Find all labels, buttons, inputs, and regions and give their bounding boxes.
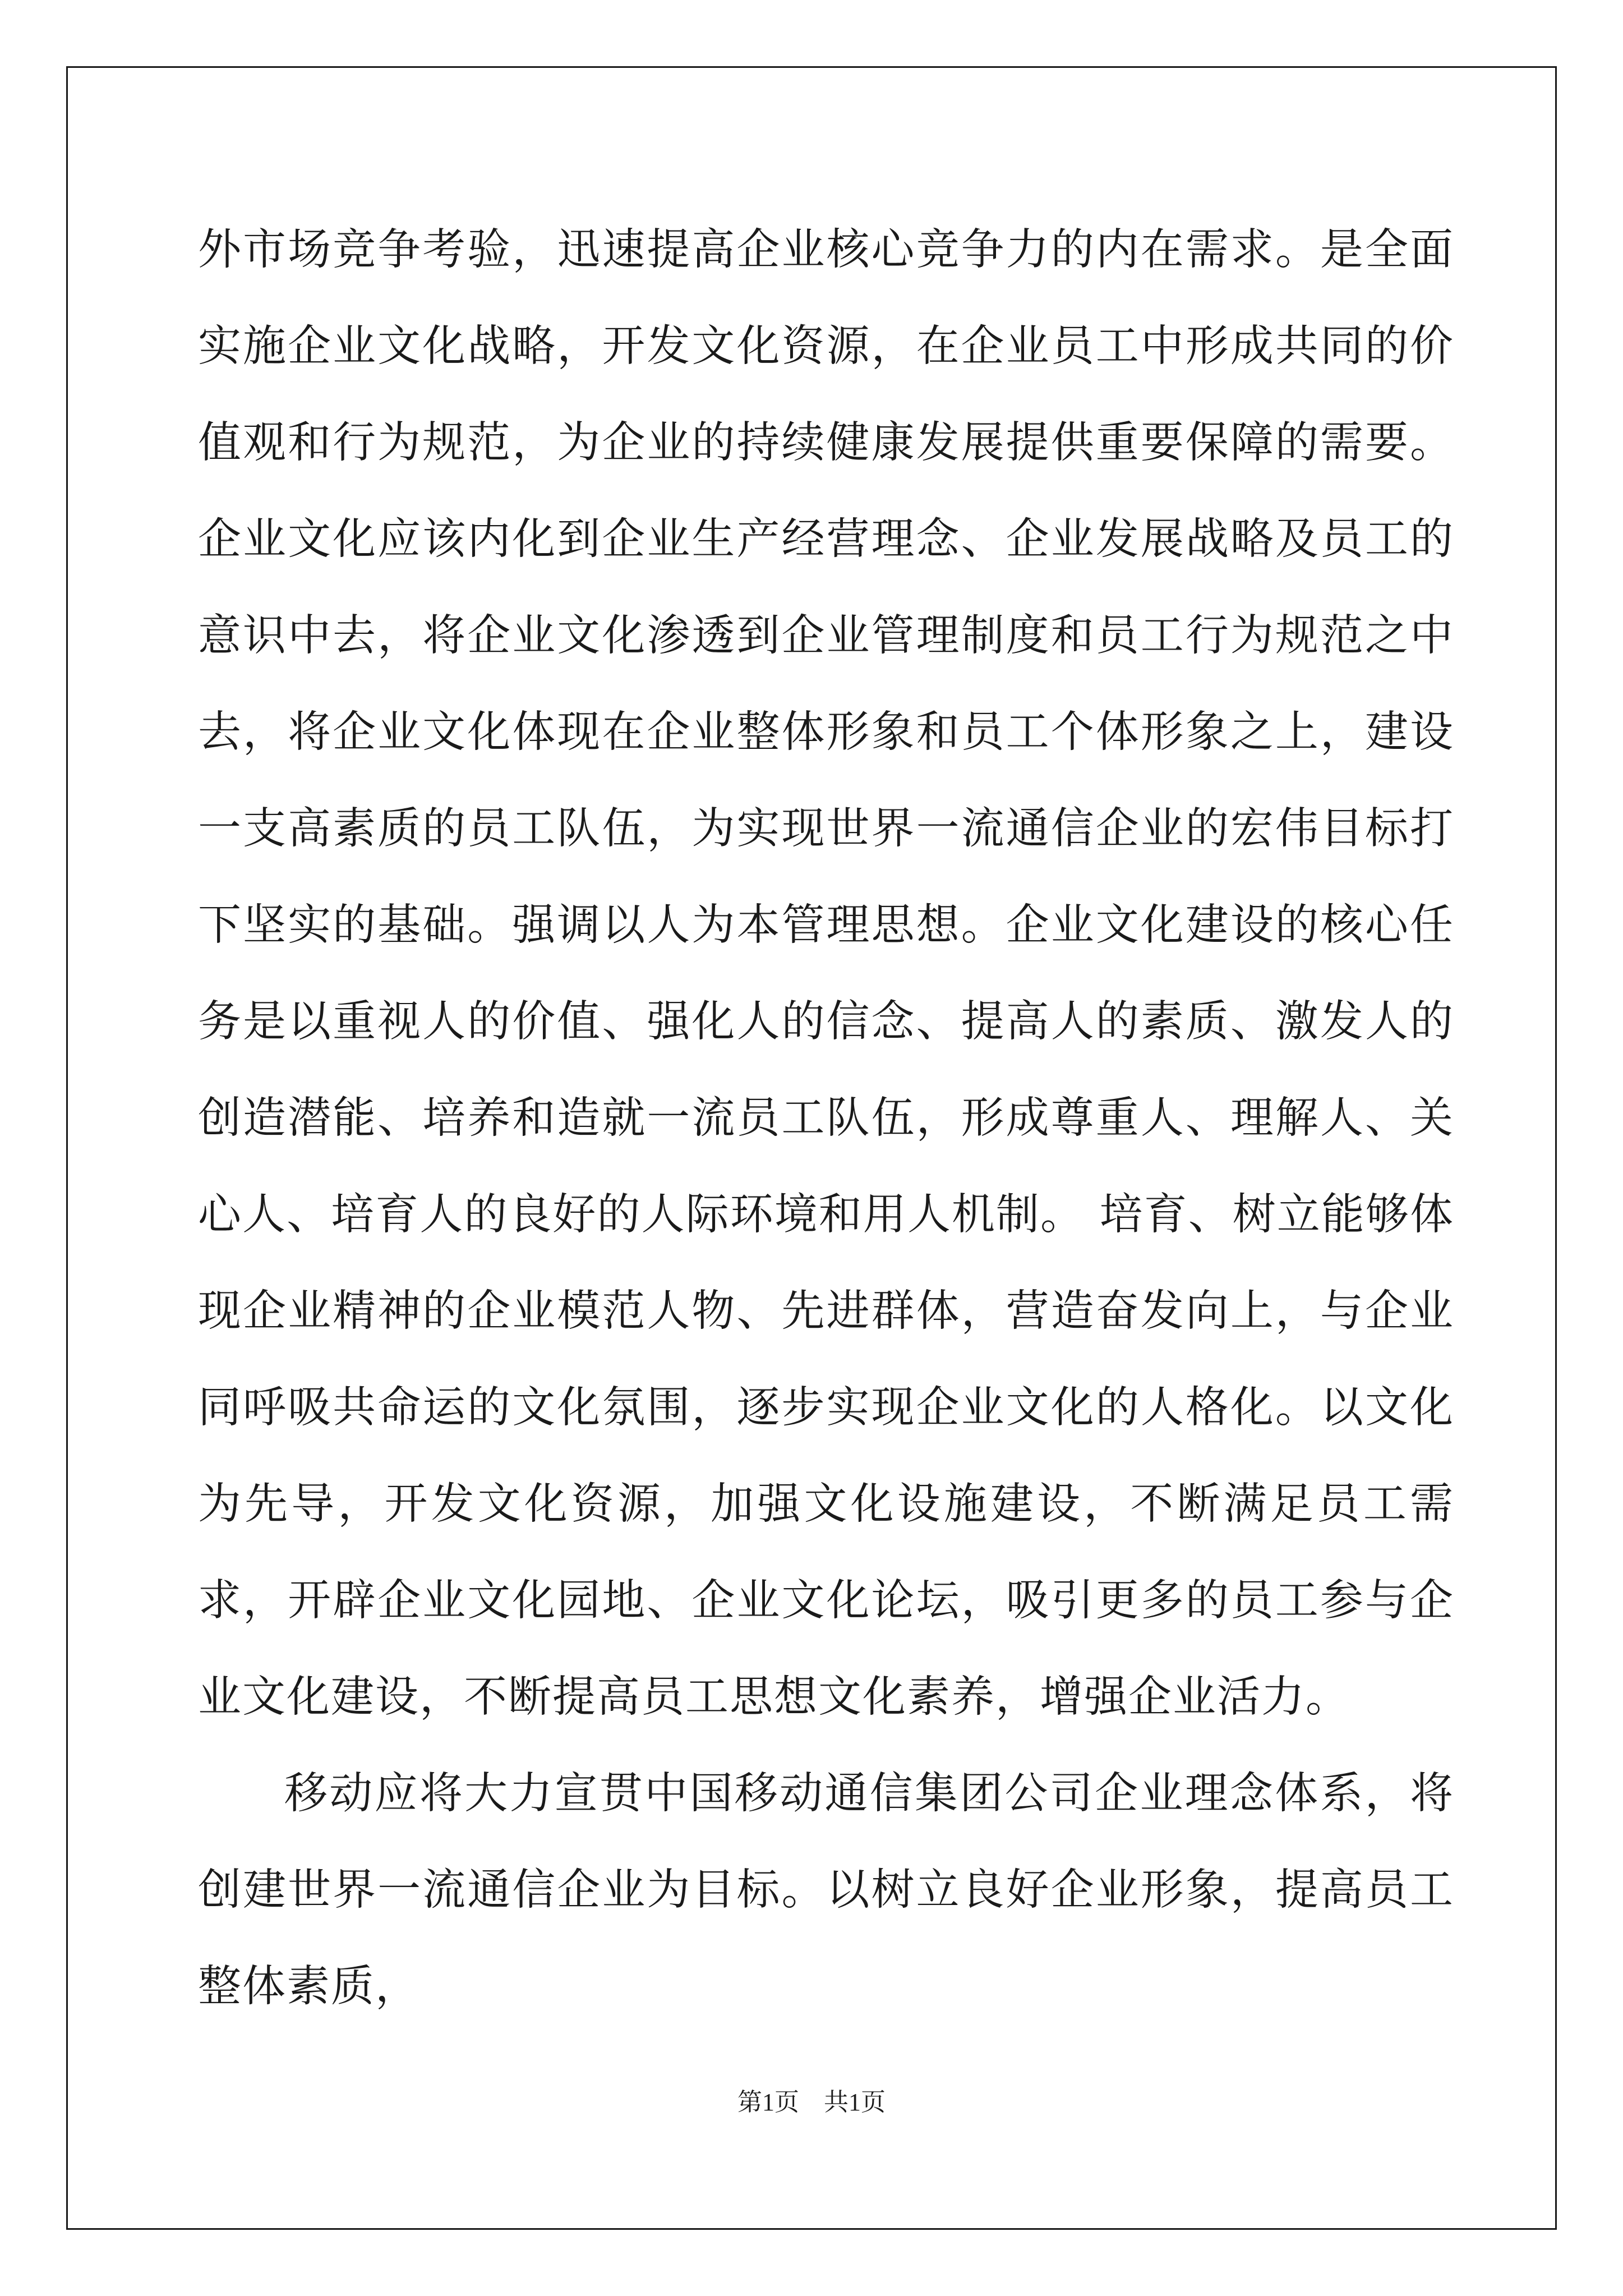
document-body bbox=[198, 202, 1454, 2035]
paragraph-2: 移动应将大力宣贯中国移动通信集团公司企业理念体系，将创建世界一流通信企业为目标。以树立良好企业形象，提高员工整体素质， bbox=[198, 1769, 1454, 2012]
page-footer: 第1页 共1页 bbox=[737, 2088, 886, 2116]
paragraph-1: 外市场竞争考验，迅速提高企业核心竞争力的内在需求。是全面实施企业文化战略，开发文化资源，在企业员工中形成共同的价值观和行为规范，为企业的持续健康发展提供重要保障的需要。企业文化应该内化到企业生产经营理念、企业发展战略及员工的意识中去，将企业文化渗透到企业管理制度和员工行为规范之中去，将企业文化体现在企业整体形象和员工个体形象之上，建设一支高素质的员工队伍，为实现世界一流通信企业的宏伟目标打下坚实的基础。强调以人为本管理思想。企业文化建设的核心任务是以重视人的价值、强化人的信念、提高人的素质、激发人的创造潜能、培养和造就一流员工队伍，形成尊重人、理解人、关心人、培育人的良好的人际环境和用人机制。 培育、树立能够体现企业精神的企业模范人物、先进群体，营造奋发向上，与企业同呼吸共命运的文化氛围，逐步实现企业文化的人格化。以文化为先导，开发文化资源，加强文化设施建设，不断满足员工需求，开辟企业文化园地、企业文化论坛，吸引更多的员工参与企业文化建设，不断提高员工思想文化素养，增强企业活力。 bbox=[198, 225, 1454, 1722]
